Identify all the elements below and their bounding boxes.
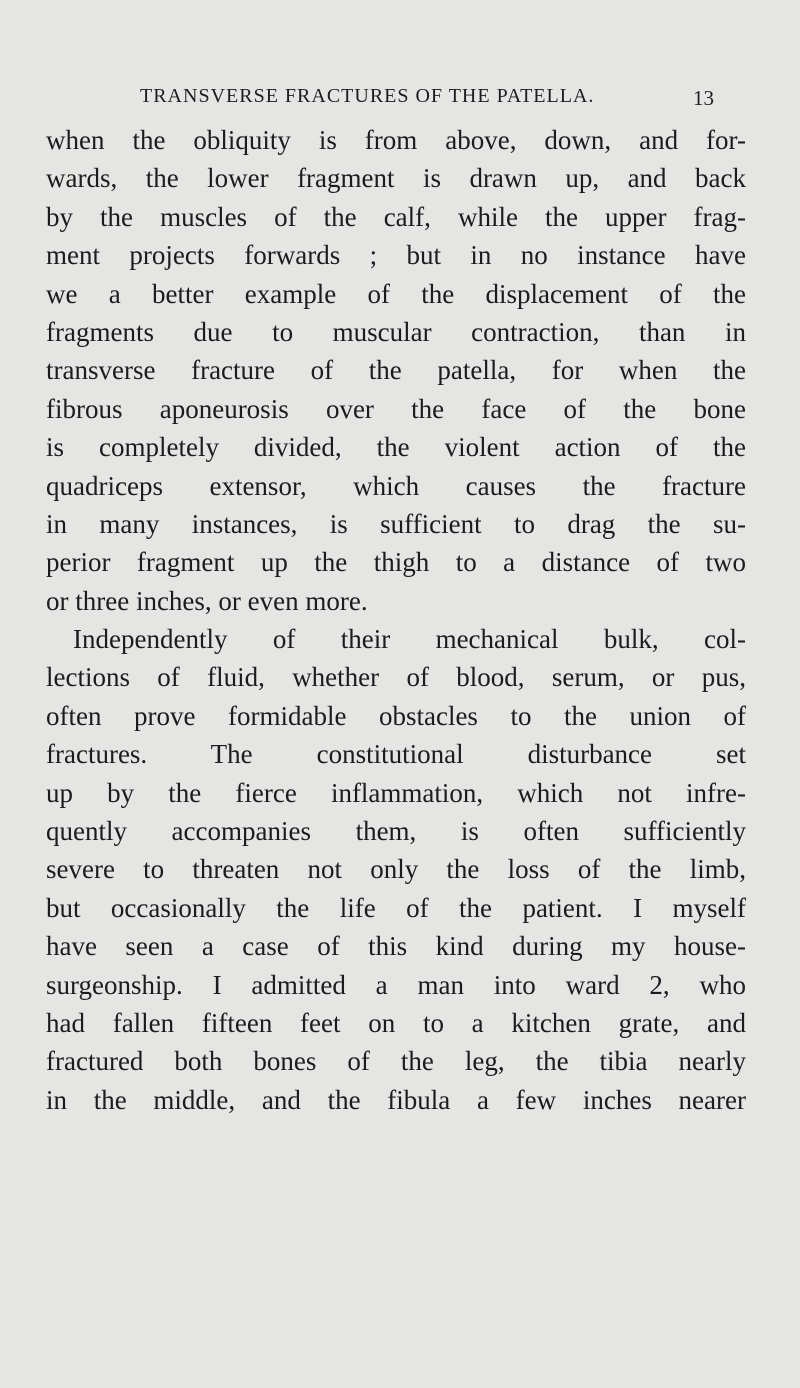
running-title: TRANSVERSE FRACTURES OF THE PATELLA. (140, 85, 595, 107)
text-line: have seen a case of this kind during my house- (46, 931, 746, 962)
paragraph-start-line: Independently of their mechanical bulk, col- (73, 624, 746, 655)
text-line: severe to threaten not only the loss of the limb, (46, 854, 746, 885)
text-line: up by the fierce inflammation, which not infre- (46, 777, 746, 808)
paragraph-end-line: or three inches, or even more. (46, 585, 368, 616)
text-line: fractured both bones of the leg, the tibia nearly (46, 1046, 746, 1077)
page-number: 13 (693, 86, 714, 110)
text-line: by the muscles of the calf, while the upper frag- (46, 201, 746, 232)
text-line: when the obliquity is from above, down, and for- (46, 125, 746, 155)
text-line: wards, the lower fragment is drawn up, and back (46, 163, 746, 194)
text-line: fragments due to muscular contraction, than in (46, 316, 746, 347)
text-line: surgeonship. I admitted a man into ward 2, who (46, 969, 746, 1000)
text-line: ment projects forwards ; but in no instance have (46, 240, 746, 271)
text-line: quently accompanies them, is often sufficiently (46, 816, 746, 847)
text-line: but occasionally the life of the patient. I myself (46, 892, 746, 923)
text-line: transverse fracture of the patella, for when the (46, 355, 746, 386)
text-line: lections of fluid, whether of blood, serum, or pus, (46, 662, 746, 693)
text-line: we a better example of the displacement of the (46, 278, 746, 309)
text-line: had fallen fifteen feet on to a kitchen grate, and (46, 1007, 746, 1038)
text-line: fractures. The constitutional disturbance set (46, 739, 746, 770)
body-text (46, 121, 746, 1119)
text-line: perior fragment up the thigh to a distance of two (46, 547, 746, 578)
text-line: is completely divided, the violent action of the (46, 432, 746, 463)
text-line: quadriceps extensor, which causes the fracture (46, 470, 746, 501)
text-line: often prove formidable obstacles to the union of (46, 700, 746, 731)
text-line: fibrous aponeurosis over the face of the bone (46, 393, 746, 424)
text-line: in many instances, is sufficient to drag the su- (46, 508, 746, 539)
text-line: in the middle, and the fibula a few inches nearer (46, 1084, 746, 1115)
